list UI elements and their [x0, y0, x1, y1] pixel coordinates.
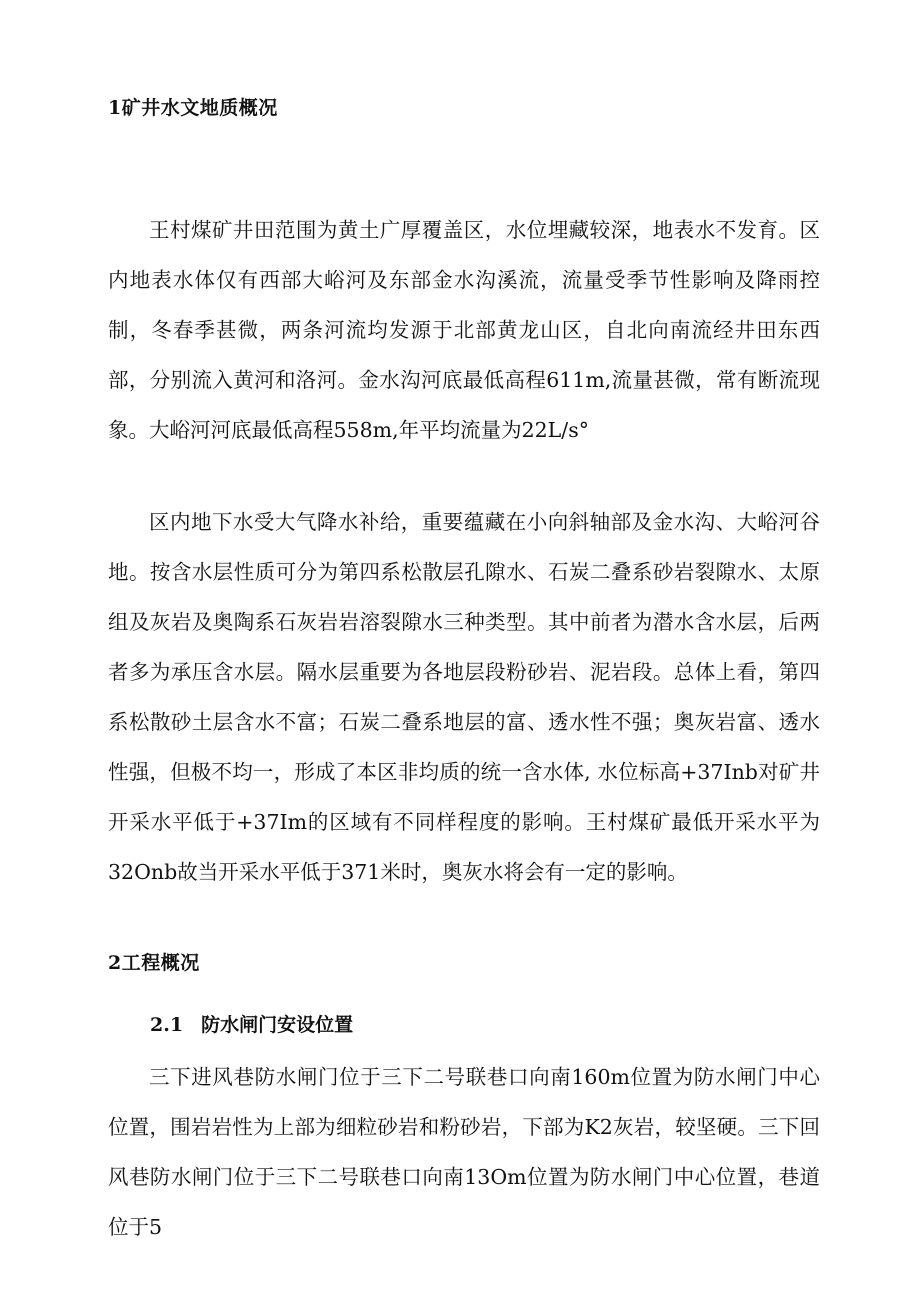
subsection-number: 2.1: [150, 1014, 184, 1036]
section-2-paragraph-1: 三下进风巷防水闸门位于三下二号联巷口向南160m位置为防水闸门中心位置，围岩岩性为上部为细粒砂岩和粉砂岩，下部为K2灰岩，较坚硬。三下回风巷防水闸门位于三下二号联巷口向南13Om位置为防水闸门中心位置，巷道位于5: [108, 1065, 820, 1239]
subsection-2-1-heading: [150, 1010, 353, 1037]
section-1-heading: 1矿井水文地质概况: [108, 97, 278, 119]
section-2-heading: 2工程概况: [108, 952, 200, 974]
section-1-paragraph-1: 王村煤矿井田范围为黄土广厚覆盖区，水位埋藏较深，地表水不发育。区内地表水体仅有西部大峪河及东部金水沟溪流，流量受季节性影响及降雨控制，冬春季甚微，两条河流均发源于北部黄龙山区，自北向南流经井田东西部，分别流入黄河和洛河。金水沟河底最低高程611m,流量甚微，常有断流现象。大峪河河底最低高程558m,年平均流量为22L/s°: [108, 218, 820, 442]
subsection-title: 防水闸门安设位置: [201, 1014, 354, 1036]
section-1-paragraph-2: 区内地下水受大气降水补给，重要蕴藏在小向斜轴部及金水沟、大峪河谷地。按含水层性质可分为第四系松散层孔隙水、石炭二叠系砂岩裂隙水、太原组及灰岩及奥陶系石灰岩岩溶裂隙水三种类型。其中前者为潜水含水层，后两者多为承压含水层。隔水层重要为各地层段粉砂岩、泥岩段。总体上看，第四系松散砂土层含水不富；石炭二叠系地层的富、透水性不强；奥灰岩富、透水性强，但极不均一，形成了本区非均质的统一含水体, 水位标高+37Inb对矿井开采水平低于+37Im的区域有不同样程度的影响。王村煤矿最低开采水平为32Onb故当开采水平低于371米时，奥灰水将会有一定的影响。: [108, 510, 820, 884]
